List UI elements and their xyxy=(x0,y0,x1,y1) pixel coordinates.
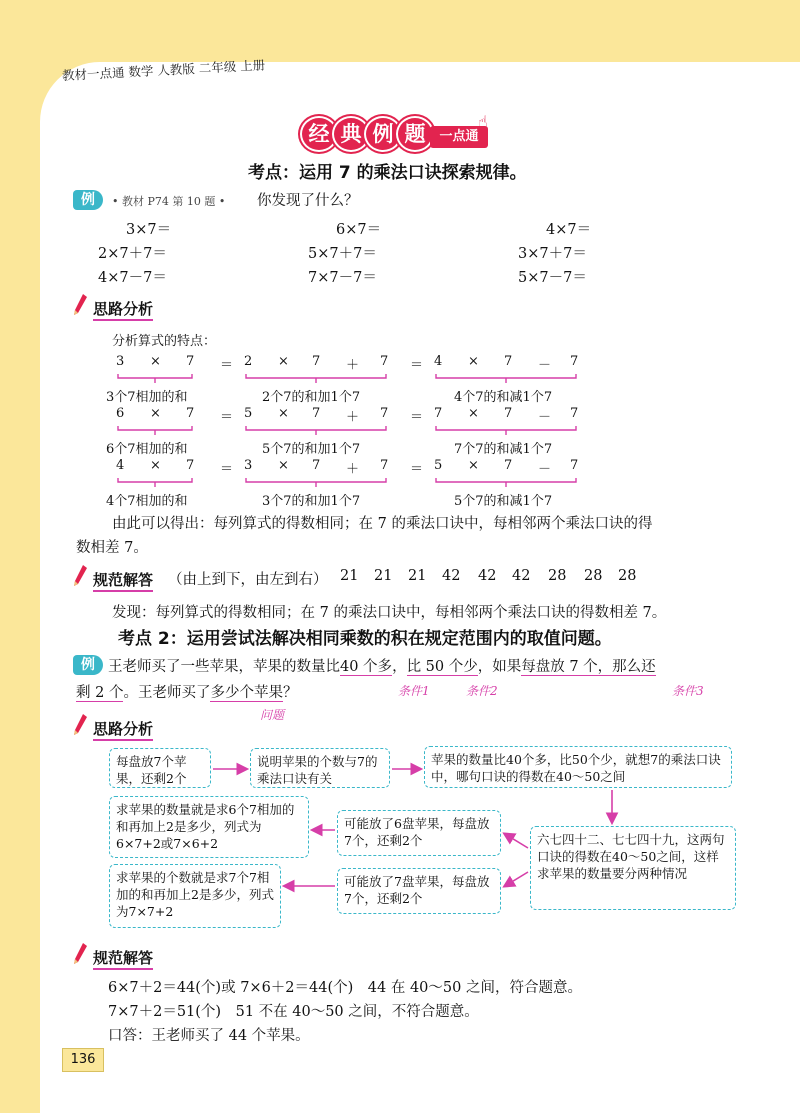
problem-text: 。王老师买了 xyxy=(123,685,211,701)
token: 7 xyxy=(312,406,321,421)
flow-box-case-6: 可能放了6盘苹果，每盘放7个，还剩2个 xyxy=(337,810,501,856)
token: × xyxy=(278,406,289,421)
token: 7 xyxy=(570,354,579,369)
question-label: 问题 xyxy=(260,708,285,722)
equals: ＝ xyxy=(220,462,234,477)
token: 7 xyxy=(186,458,195,473)
flow-box-case-7: 可能放了7盘苹果，每盘放7个，还剩2个 xyxy=(337,868,501,914)
answer-value: 28 xyxy=(618,568,637,584)
token: 7 xyxy=(380,354,389,369)
condition-3-label: 条件3 xyxy=(672,684,704,698)
token: 7 xyxy=(570,406,579,421)
condition-1-text: 40 个多 xyxy=(340,659,393,675)
condition-2-label: 条件2 xyxy=(466,684,498,698)
token: － xyxy=(538,410,552,425)
pencil-icon xyxy=(72,942,88,966)
token: 3 xyxy=(244,458,253,473)
conclusion-line: 由此可以得出：每列算式的得数相同；在 7 的乘法口诀中，每相邻两个乘法口诀的得 xyxy=(112,516,653,532)
banner-char: 例 xyxy=(364,116,402,152)
analysis-intro: 分析算式的特点： xyxy=(112,334,217,349)
answer-note: （由上到下，由左到右） xyxy=(168,572,328,588)
condition-1-label: 条件1 xyxy=(398,684,430,698)
running-header: 教材一点通 数学 人教版 二年级 上册 xyxy=(61,57,266,83)
brace-note: 6个7相加的和 xyxy=(106,442,188,457)
condition-2-text: 比 50 个少 xyxy=(406,659,478,675)
flow-box-formula-6: 求苹果的数量就是求6个7相加的和再加上2是多少，列式为6×7+2或7×6+2 xyxy=(109,796,309,858)
example-question: 你发现了什么？ xyxy=(257,193,359,209)
analysis-heading: 思路分析 xyxy=(93,718,153,741)
token: × xyxy=(468,458,479,473)
banner-char: 题 xyxy=(396,116,434,152)
solution-line: 6×7＋2＝44(个)或 7×6＋2＝44(个) 44 在 40～50 之间，符合题意。 xyxy=(108,980,582,996)
question-text: 多少个苹果 xyxy=(210,685,283,701)
token: 7 xyxy=(434,406,443,421)
textbook-source: • 教材 P74 第 10 题 • xyxy=(112,195,226,208)
token: ＋ xyxy=(346,358,360,373)
answer-value: 21 xyxy=(374,568,393,584)
token: 7 xyxy=(504,406,513,421)
token: 6 xyxy=(116,406,125,421)
example-badge: 例 xyxy=(73,655,103,675)
token: 4 xyxy=(116,458,125,473)
example-badge: 例 xyxy=(73,190,103,210)
token: × xyxy=(150,354,161,369)
token: × xyxy=(150,406,161,421)
page-number: 136 xyxy=(62,1048,104,1072)
answer-value: 21 xyxy=(408,568,427,584)
equals: ＝ xyxy=(410,462,424,477)
banner-tag: 一点通 xyxy=(430,126,488,148)
expr: 7×7－7＝ xyxy=(308,270,377,286)
flow-box-implication: 说明苹果的个数与7的乘法口诀有关 xyxy=(250,748,390,788)
answer-value: 28 xyxy=(548,568,567,584)
discovery-text: 发现：每列算式的得数相同；在 7 的乘法口诀中，每相邻两个乘法口诀的得数相差 7。 xyxy=(112,605,667,621)
brace-note: 4个7的和减1个7 xyxy=(454,390,553,405)
token: 3 xyxy=(116,354,125,369)
equals: ＝ xyxy=(220,358,234,373)
brace-note: 5个7的和减1个7 xyxy=(454,494,553,509)
token: 7 xyxy=(570,458,579,473)
token: 5 xyxy=(244,406,253,421)
banner-char: 典 xyxy=(332,116,370,152)
flow-box-formula-7: 求苹果的个数就是求7个7相加的和再加上2是多少，列式为7×7+2 xyxy=(109,864,281,928)
equals: ＝ xyxy=(220,410,234,425)
expr: 5×7＋7＝ xyxy=(308,246,377,262)
brace-note: 4个7相加的和 xyxy=(106,494,188,509)
token: 7 xyxy=(380,406,389,421)
conclusion-line: 数相差 7。 xyxy=(76,540,148,556)
brace-note: 3个7的和加1个7 xyxy=(262,494,361,509)
token: 4 xyxy=(434,354,443,369)
flow-box-two-cases: 六七四十二、七七四十九，这两句口诀的得数在40～50之间，这样求苹果的数量要分两种情况 xyxy=(530,826,736,910)
token: ＋ xyxy=(346,410,360,425)
answer-heading: 规范解答 xyxy=(93,947,153,970)
flow-box-range: 苹果的数量比40个多，比50个少，就想7的乘法口诀中，哪句口诀的得数在40～50之间 xyxy=(424,746,732,788)
solution-line: 7×7＋2＝51(个) 51 不在 40～50 之间，不符合题意。 xyxy=(108,1004,479,1020)
problem-text: ， xyxy=(392,659,407,675)
final-answer: 口答：王老师买了 44 个苹果。 xyxy=(108,1028,310,1044)
token: 2 xyxy=(244,354,253,369)
problem-text: ，如果 xyxy=(477,659,522,675)
expr: 4×7－7＝ xyxy=(98,270,167,286)
brace-note: 2个7的和加1个7 xyxy=(262,390,361,405)
token: × xyxy=(150,458,161,473)
expr: 3×7＋7＝ xyxy=(518,246,587,262)
equals: ＝ xyxy=(410,410,424,425)
expr: 6×7＝ xyxy=(336,222,382,238)
token: × xyxy=(468,406,479,421)
token: × xyxy=(278,354,289,369)
brace-note: 5个7的和加1个7 xyxy=(262,442,361,457)
expr: 4×7＝ xyxy=(546,222,592,238)
answer-value: 28 xyxy=(584,568,603,584)
expr: 3×7＝ xyxy=(126,222,172,238)
analysis-heading: 思路分析 xyxy=(93,298,153,321)
token: 7 xyxy=(504,458,513,473)
answer-heading: 规范解答 xyxy=(93,569,153,592)
pointing-hand-icon: ☝ xyxy=(478,112,488,131)
token: 7 xyxy=(312,354,321,369)
answer-value: 42 xyxy=(512,568,531,584)
expr: 5×7－7＝ xyxy=(518,270,587,286)
token: 7 xyxy=(186,354,195,369)
token: 7 xyxy=(312,458,321,473)
condition-3-text: 每盘放 7 个，那么还 xyxy=(521,659,656,675)
token: 7 xyxy=(186,406,195,421)
token: × xyxy=(278,458,289,473)
problem-text: ？ xyxy=(282,685,298,701)
answer-value: 21 xyxy=(340,568,359,584)
condition-3-text-cont: 剩 2 个 xyxy=(76,685,124,701)
brace-note: 3个7相加的和 xyxy=(106,390,188,405)
token: － xyxy=(538,358,552,373)
token: × xyxy=(468,354,479,369)
flow-box-condition: 每盘放7个苹果，还剩2个 xyxy=(109,748,211,788)
answer-value: 42 xyxy=(442,568,461,584)
answer-value: 42 xyxy=(478,568,497,584)
brace-note: 7个7的和减1个7 xyxy=(454,442,553,457)
token: － xyxy=(538,462,552,477)
banner-char: 经 xyxy=(300,116,338,152)
token: 7 xyxy=(504,354,513,369)
token: 5 xyxy=(434,458,443,473)
token: 7 xyxy=(380,458,389,473)
kaodian-1-title: 考点：运用 7 的乘法口诀探索规律。 xyxy=(248,163,527,183)
token: ＋ xyxy=(346,462,360,477)
kaodian-2-title: 考点 2：运用尝试法解决相同乘数的积在规定范围内的取值问题。 xyxy=(118,629,612,649)
problem-text: 王老师买了一些苹果，苹果的数量比 xyxy=(108,659,340,675)
equals: ＝ xyxy=(410,358,424,373)
expr: 2×7＋7＝ xyxy=(98,246,167,262)
